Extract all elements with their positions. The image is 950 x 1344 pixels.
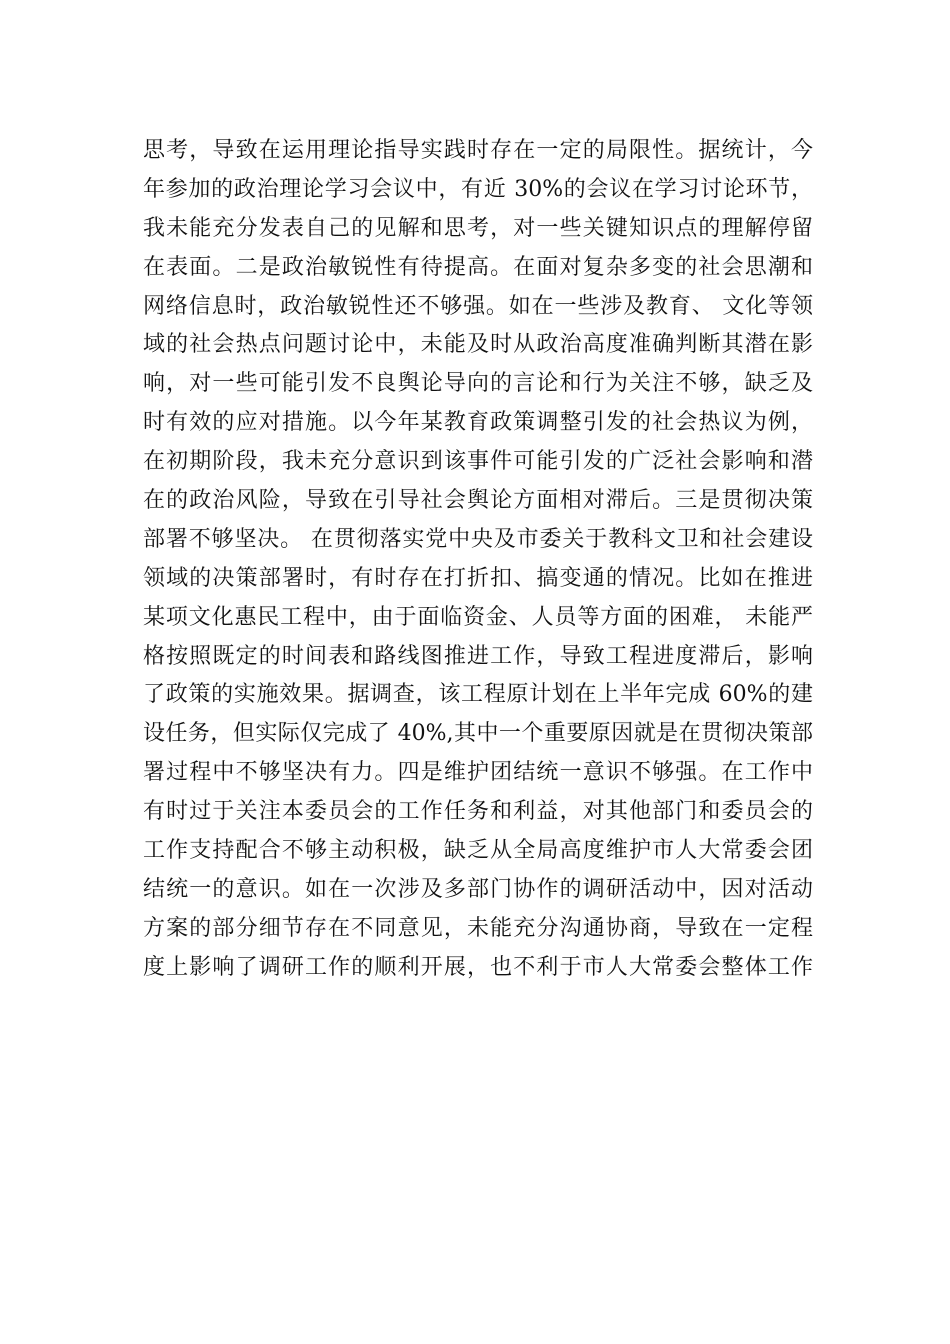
- text-line: 领域的决策部署时，有时存在打折扣、搞变通的情况。比如在推进: [143, 565, 813, 591]
- text-line: 某项文化惠民工程中，由于面临资金、人员等方面的困难， 未能严: [143, 604, 813, 630]
- text-line: 时有效的应对措施。以今年某教育政策调整引发的社会热议为例，: [143, 410, 813, 436]
- text-line: 思考，导致在运用理论指导实践时存在一定的局限性。据统计，今: [143, 138, 813, 163]
- text-line: 了政策的实施效果。据调查，该工程原计划在上半年完成 60%的建: [143, 682, 813, 708]
- text-line: 在表面。二是政治敏锐性有待提高。在面对复杂多变的社会思潮和: [143, 254, 813, 280]
- text-line: 在的政治风险，导致在引导社会舆论方面相对滞后。三是贯彻决策: [143, 488, 813, 514]
- text-line: 方案的部分细节存在不同意见，未能充分沟通协商，导致在一定程: [143, 915, 813, 941]
- text-line: 域的社会热点问题讨论中，未能及时从政治高度准确判断其潜在影: [143, 332, 813, 358]
- text-line: 我未能充分发表自己的见解和思考，对一些关键知识点的理解停留: [143, 215, 813, 241]
- text-line: 部署不够坚决。 在贯彻落实党中央及市委关于教科文卫和社会建设: [143, 526, 813, 552]
- text-line: 署过程中不够坚决有力。四是维护团结统一意识不够强。在工作中: [143, 760, 813, 786]
- text-line: 年参加的政治理论学习会议中，有近 30%的会议在学习讨论环节，: [143, 176, 813, 202]
- text-line: 响，对一些可能引发不良舆论导向的言论和行为关注不够，缺乏及: [143, 371, 813, 397]
- body-text: [143, 132, 813, 988]
- text-line: 网络信息时，政治敏锐性还不够强。如在一些涉及教育、 文化等领: [143, 293, 813, 319]
- text-line: 有时过于关注本委员会的工作任务和利益，对其他部门和委员会的: [143, 799, 813, 825]
- text-line: 在初期阶段，我未充分意识到该事件可能引发的广泛社会影响和潜: [143, 449, 813, 475]
- text-line: 工作支持配合不够主动积极，缺乏从全局高度维护市人大常委会团: [143, 838, 813, 864]
- text-line: 设任务，但实际仅完成了 40%,其中一个重要原因就是在贯彻决策部: [143, 721, 813, 747]
- text-line: 度上影响了调研工作的顺利开展，也不利于市人大常委会整体工作: [143, 954, 813, 980]
- text-line: 结统一的意识。如在一次涉及多部门协作的调研活动中，因对活动: [143, 876, 813, 902]
- text-line: 格按照既定的时间表和路线图推进工作，导致工程进度滞后，影响: [143, 643, 813, 669]
